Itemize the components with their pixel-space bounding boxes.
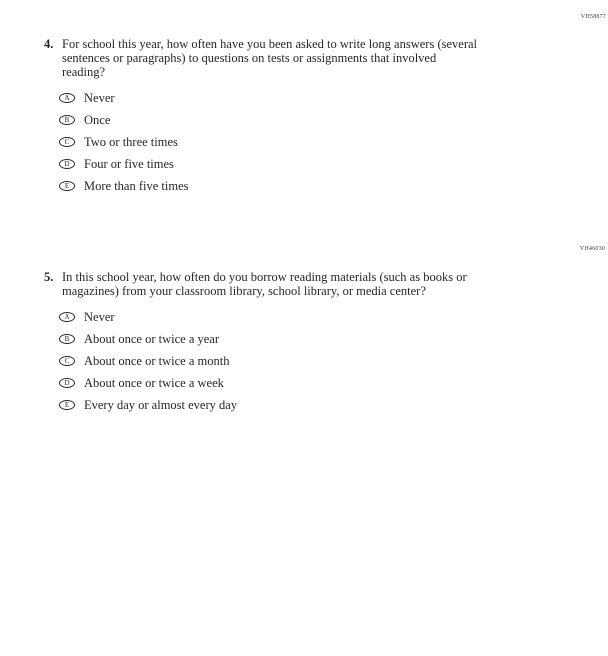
answer-bubble-a-icon[interactable]: A [59, 312, 75, 322]
question-text-line: reading? [62, 65, 106, 79]
answer-option-label: About once or twice a year [84, 332, 220, 346]
answer-bubble-a-icon[interactable]: A [59, 93, 75, 103]
answer-option-label: Never [84, 91, 115, 105]
answer-option-c[interactable] [59, 355, 574, 367]
question-4 [44, 37, 574, 202]
item-code-vh58877: VH58877 [580, 14, 606, 20]
answer-bubble-b-icon[interactable]: B [59, 334, 75, 344]
answer-option-label: Never [84, 310, 115, 324]
answer-option-d[interactable] [59, 377, 574, 389]
answer-options [59, 311, 574, 411]
answer-option-d[interactable] [59, 158, 574, 170]
question-5 [44, 270, 574, 421]
answer-options [59, 92, 574, 192]
question-number: 4. [44, 37, 54, 51]
answer-option-e[interactable] [59, 399, 574, 411]
answer-bubble-c-icon[interactable]: C [59, 137, 75, 147]
answer-option-b[interactable] [59, 333, 574, 345]
question-text-line: sentences or paragraphs) to questions on tests or assignments that involved [62, 51, 437, 65]
answer-bubble-e-icon[interactable]: E [59, 400, 75, 410]
answer-option-label: More than five times [84, 179, 189, 193]
answer-option-a[interactable] [59, 311, 574, 323]
question-number: 5. [44, 270, 54, 284]
answer-option-label: Every day or almost every day [84, 398, 238, 412]
answer-bubble-e-icon[interactable]: E [59, 181, 75, 191]
question-text-line: magazines) from your classroom library, school library, or media center? [62, 284, 426, 298]
answer-option-b[interactable] [59, 114, 574, 126]
question-text-line: For school this year, how often have you been asked to write long answers (several [62, 37, 478, 51]
answer-option-label: Once [84, 113, 111, 127]
answer-option-c[interactable] [59, 136, 574, 148]
question-body [62, 270, 574, 421]
answer-option-label: Four or five times [84, 157, 174, 171]
answer-option-e[interactable] [59, 180, 574, 192]
answer-bubble-d-icon[interactable]: D [59, 378, 75, 388]
answer-bubble-d-icon[interactable]: D [59, 159, 75, 169]
item-code-vh46030: VH46030 [579, 246, 605, 252]
question-text-line: In this school year, how often do you borrow reading materials (such as books or [62, 270, 467, 284]
answer-option-a[interactable] [59, 92, 574, 104]
answer-bubble-c-icon[interactable]: C [59, 356, 75, 366]
answer-option-label: Two or three times [84, 135, 178, 149]
question-body [62, 37, 574, 202]
answer-option-label: About once or twice a month [84, 354, 230, 368]
answer-bubble-b-icon[interactable]: B [59, 115, 75, 125]
answer-option-label: About once or twice a week [84, 376, 224, 390]
